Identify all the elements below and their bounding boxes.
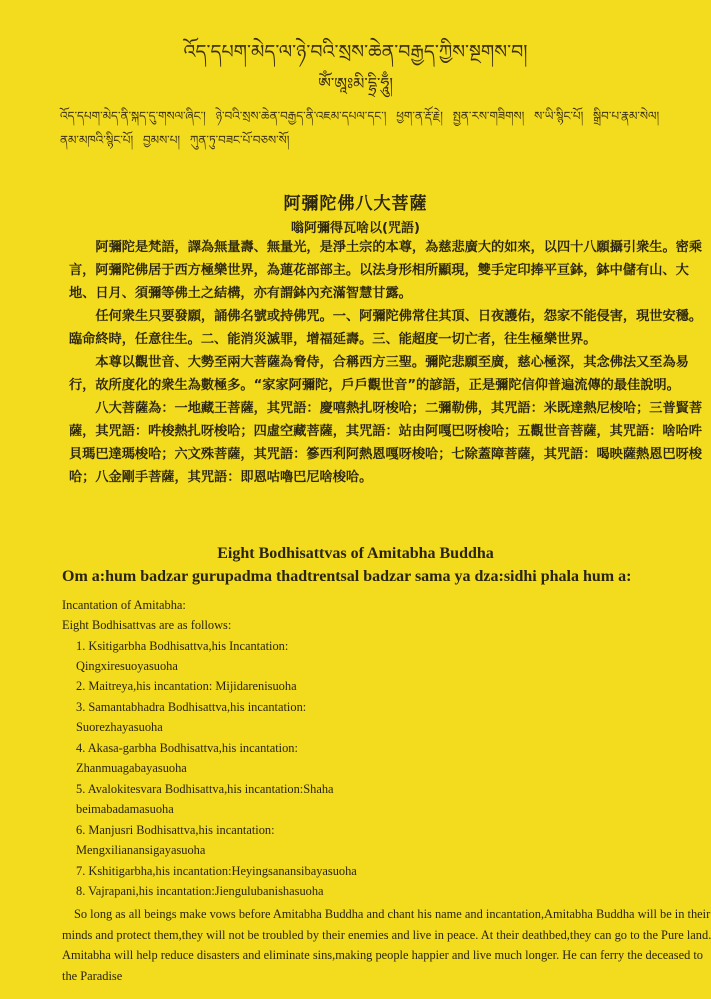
list-line: 5. Avalokitesvara Bodhisattva,his incantation:Shaha <box>76 782 334 796</box>
english-closing-paragraph: So long as all beings make vows before Amitabha Buddha and chant his name and incantation,Amitabha Buddha will be in their minds and protect them,they will not be troubled by their enemies and live in peace. At their deathbed,they can go to the Pure land. Amitabha will help reduce disasters and eliminate sins,making people happier and live much longer. He can ferry the deceased to the Paradise <box>62 907 711 983</box>
list-line: 3. Samantabhadra Bodhisattva,his incantation: <box>76 700 307 714</box>
chinese-paragraph: 本尊以觀世音、大勢至兩大菩薩為脅侍，合稱西方三聖。彌陀悲願至廣，慈心極深，其念佛法又至為易行，故所度化的衆生為數極多。“家家阿彌陀，戶戶觀世音”的諺語，正是彌陀信仰普遍流傳的最佳說明。 <box>69 355 689 393</box>
chinese-paragraph: 任何衆生只要發願，誦佛名號或持佛咒。一、阿彌陀佛常住其頂、日夜護佑，怨家不能侵害，現世安穩。臨命終時，任意往生。二、能消災滅罪，增福延壽。三、能超度一切亡者，往生極樂世界。 <box>69 309 703 347</box>
list-line: 6. Manjusri Bodhisattva,his incantation: <box>76 823 275 837</box>
list-line: Eight Bodhisattvas are as follows: <box>62 618 232 632</box>
tibetan-paragraph: འོད་དཔག་མེད་ནི་སྐད་དུ་གསལ་ཞིང་། ཉེ་བའི་སྲས་ཆེན་བརྒྱད་ནི་འཇམ་དཔལ་དང་། ཕྱག་ན་རྡོ་རྗེ། སྤྱན་རས་གཟིགས། ས་ཡི་སྙིང་པོ། སྒྲིབ་པ་རྣམ་སེལ། ནམ་མཁའི་སྙིང་པོ། བྱམས་པ། ཀུན་ཏུ་བཟང་པོ་བཅས་སོ། <box>60 109 660 147</box>
list-line: 2. Maitreya,his incantation: Mijidarenisuoha <box>76 679 297 693</box>
english-title: Eight Bodhisattvas of Amitabha Buddha <box>217 545 494 562</box>
list-line: beimabadamasuoha <box>76 802 174 816</box>
chinese-subtitle: 嗡阿彌得瓦啥以(咒語) <box>291 221 420 236</box>
english-mantra: Om a:hum badzar gurupadma thadtrentsal badzar sama ya dza:sidhi phala hum a: <box>62 568 632 585</box>
list-line: Suorezhayasuoha <box>76 720 163 734</box>
tibetan-title: འོད་དཔག་མེད་ལ་ཉེ་བའི་སྲས་ཆེན་བརྒྱད་ཀྱིས་སྔགས་བ། <box>183 41 528 63</box>
chinese-paragraph: 八大菩薩為：一地藏王菩薩，其咒語：慶嘻熱扎呀梭哈；二彌勒佛，其咒語：米既達熱尼梭哈；三普賢菩薩，其咒語：吽梭熱扎呀梭哈；四虛空藏菩薩，其咒語：站由阿嘎巴呀梭哈；五觀世音菩薩，其咒語：啥哈吽貝瑪巴達瑪梭哈；六文殊菩薩，其咒語：篸西利阿熱恩嘎呀梭哈；七除蓋障菩薩，其咒語：喝映薩熱恩巴呀梭哈；八金剛手菩薩，其咒語：即恩咕嚕巴尼啥梭哈。 <box>69 401 703 485</box>
chinese-body <box>69 236 709 489</box>
chinese-paragraph: 阿彌陀是梵語，譯為無量壽、無量光，是淨土宗的本尊，為慈悲廣大的如來，以四十八願攝引衆生。密乘言，阿彌陀佛居于西方極樂世界，為蓮花部部主。以法身形相所顯現，雙手定印捧平亘鉢，鉢中儲有山、大地、日月、須彌等佛土之結構，亦有謂鉢內充滿智慧甘露。 <box>69 240 703 301</box>
list-line: Zhanmuagabayasuoha <box>76 761 187 775</box>
list-line: 4. Akasa-garbha Bodhisattva,his incantation: <box>76 741 298 755</box>
list-line: 7. Kshitigarbha,his incantation:Heyingsanansibayasuoha <box>76 864 357 878</box>
tibetan-mantra: ཨོཾ་ཨཱཿམི་དྷྲི་ཧཱུྃ། <box>318 74 393 93</box>
list-line: 1. Ksitigarbha Bodhisattva,his Incantation: <box>76 639 289 653</box>
chinese-title: 阿彌陀佛八大菩薩 <box>283 194 428 214</box>
list-line: Incantation of Amitabha: <box>62 598 186 612</box>
list-line: Mengxilianansigayasuoha <box>76 843 206 857</box>
list-line: Qingxiresuoyasuoha <box>76 659 178 673</box>
list-line: 8. Vajrapani,his incantation:Jiengulubanishasuoha <box>76 884 324 898</box>
